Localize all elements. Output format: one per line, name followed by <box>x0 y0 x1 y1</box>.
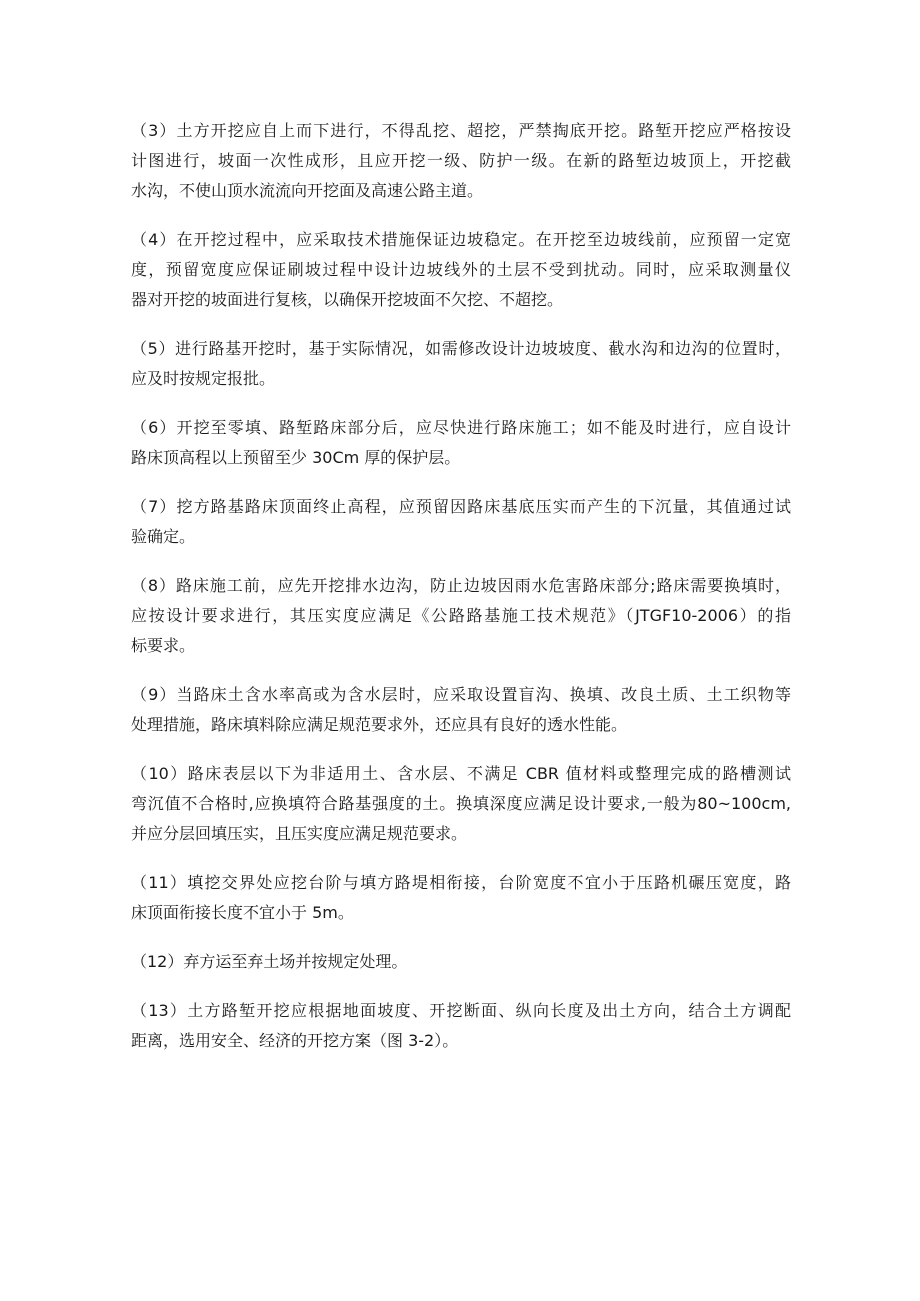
paragraph-line: （9）当路床土含水率高或为含水层时，应采取设置盲沟、换填、改良土质、土工织物等 <box>131 685 791 704</box>
paragraph-line: （5）进行路基开挖时，基于实际情况，如需修改设计边坡坡度、截水沟和边沟的位置时， <box>131 339 791 358</box>
paragraph-line: 计图进行，坡面一次性成形，且应开挖一级、防护一级。在新的路堑边坡顶上，开挖截 <box>131 151 791 170</box>
paragraph-line: 弯沉值不合格时,应换填符合路基强度的土。换填深度应满足设计要求,一般为80~100cm, <box>131 794 791 813</box>
paragraph-line: 距离，选用安全、经济的开挖方案（图 3-2）。 <box>131 1031 459 1050</box>
paragraph <box>131 225 791 315</box>
paragraph-line: 水沟，不使山顶水流流向开挖面及高速公路主道。 <box>131 181 484 200</box>
paragraph-line: （11）填挖交界处应挖台阶与填方路堤相衔接，台阶宽度不宜小于压路机碾压宽度，路 <box>131 873 791 892</box>
paragraph <box>131 759 791 849</box>
paragraph-line: 应按设计要求进行，其压实度应满足《公路路基施工技术规范》（JTGF10-2006）的指 <box>131 606 791 625</box>
paragraph-line: 路床顶高程以上预留至少 30Cm 厚的保护层。 <box>131 448 461 467</box>
paragraph-line: 标要求。 <box>131 636 196 655</box>
paragraph <box>131 116 791 206</box>
paragraph-line: （7）挖方路基路床顶面终止高程，应预留因路床基底压实而产生的下沉量，其值通过试 <box>131 497 791 516</box>
paragraph-line: （10）路床表层以下为非适用土、含水层、不满足 CBR 值材料或整理完成的路槽测试 <box>131 764 791 783</box>
paragraph-line: 处理措施，路床填料除应满足规范要求外，还应具有良好的透水性能。 <box>131 715 628 734</box>
paragraph <box>131 868 791 928</box>
paragraph-line: 床顶面衔接长度不宜小于 5m。 <box>131 903 354 922</box>
paragraph <box>131 571 791 661</box>
paragraph <box>131 947 791 977</box>
paragraph-line: （6）开挖至零填、路堑路床部分后，应尽快进行路床施工；如不能及时进行，应自设计 <box>131 418 791 437</box>
paragraph <box>131 996 791 1056</box>
paragraph-line: 度，预留宽度应保证刷坡过程中设计边坡线外的土层不受到扰动。同时，应采取测量仪 <box>131 260 791 279</box>
paragraph-line: 应及时按规定报批。 <box>131 369 276 388</box>
paragraph-line: （13）土方路堑开挖应根据地面坡度、开挖断面、纵向长度及出土方向，结合土方调配 <box>131 1001 791 1020</box>
paragraph-line: 并应分层回填压实，且压实度应满足规范要求。 <box>131 824 468 843</box>
paragraph <box>131 334 791 394</box>
paragraph <box>131 492 791 552</box>
paragraph-line: （3）土方开挖应自上而下进行，不得乱挖、超挖，严禁掏底开挖。路堑开挖应严格按设 <box>131 121 791 140</box>
paragraph <box>131 680 791 740</box>
paragraph-line: （4）在开挖过程中，应采取技术措施保证边坡稳定。在开挖至边坡线前，应预留一定宽 <box>131 230 791 249</box>
paragraph-line: （8）路床施工前，应先开挖排水边沟，防止边坡因雨水危害路床部分;路床需要换填时， <box>131 576 791 595</box>
paragraph-line: 器对开挖的坡面进行复核，以确保开挖坡面不欠挖、不超挖。 <box>131 290 564 309</box>
document-body <box>131 116 791 1075</box>
paragraph-line: （12）弃方运至弃土场并按规定处理。 <box>131 952 408 971</box>
paragraph <box>131 413 791 473</box>
paragraph-line: 验确定。 <box>131 527 196 546</box>
